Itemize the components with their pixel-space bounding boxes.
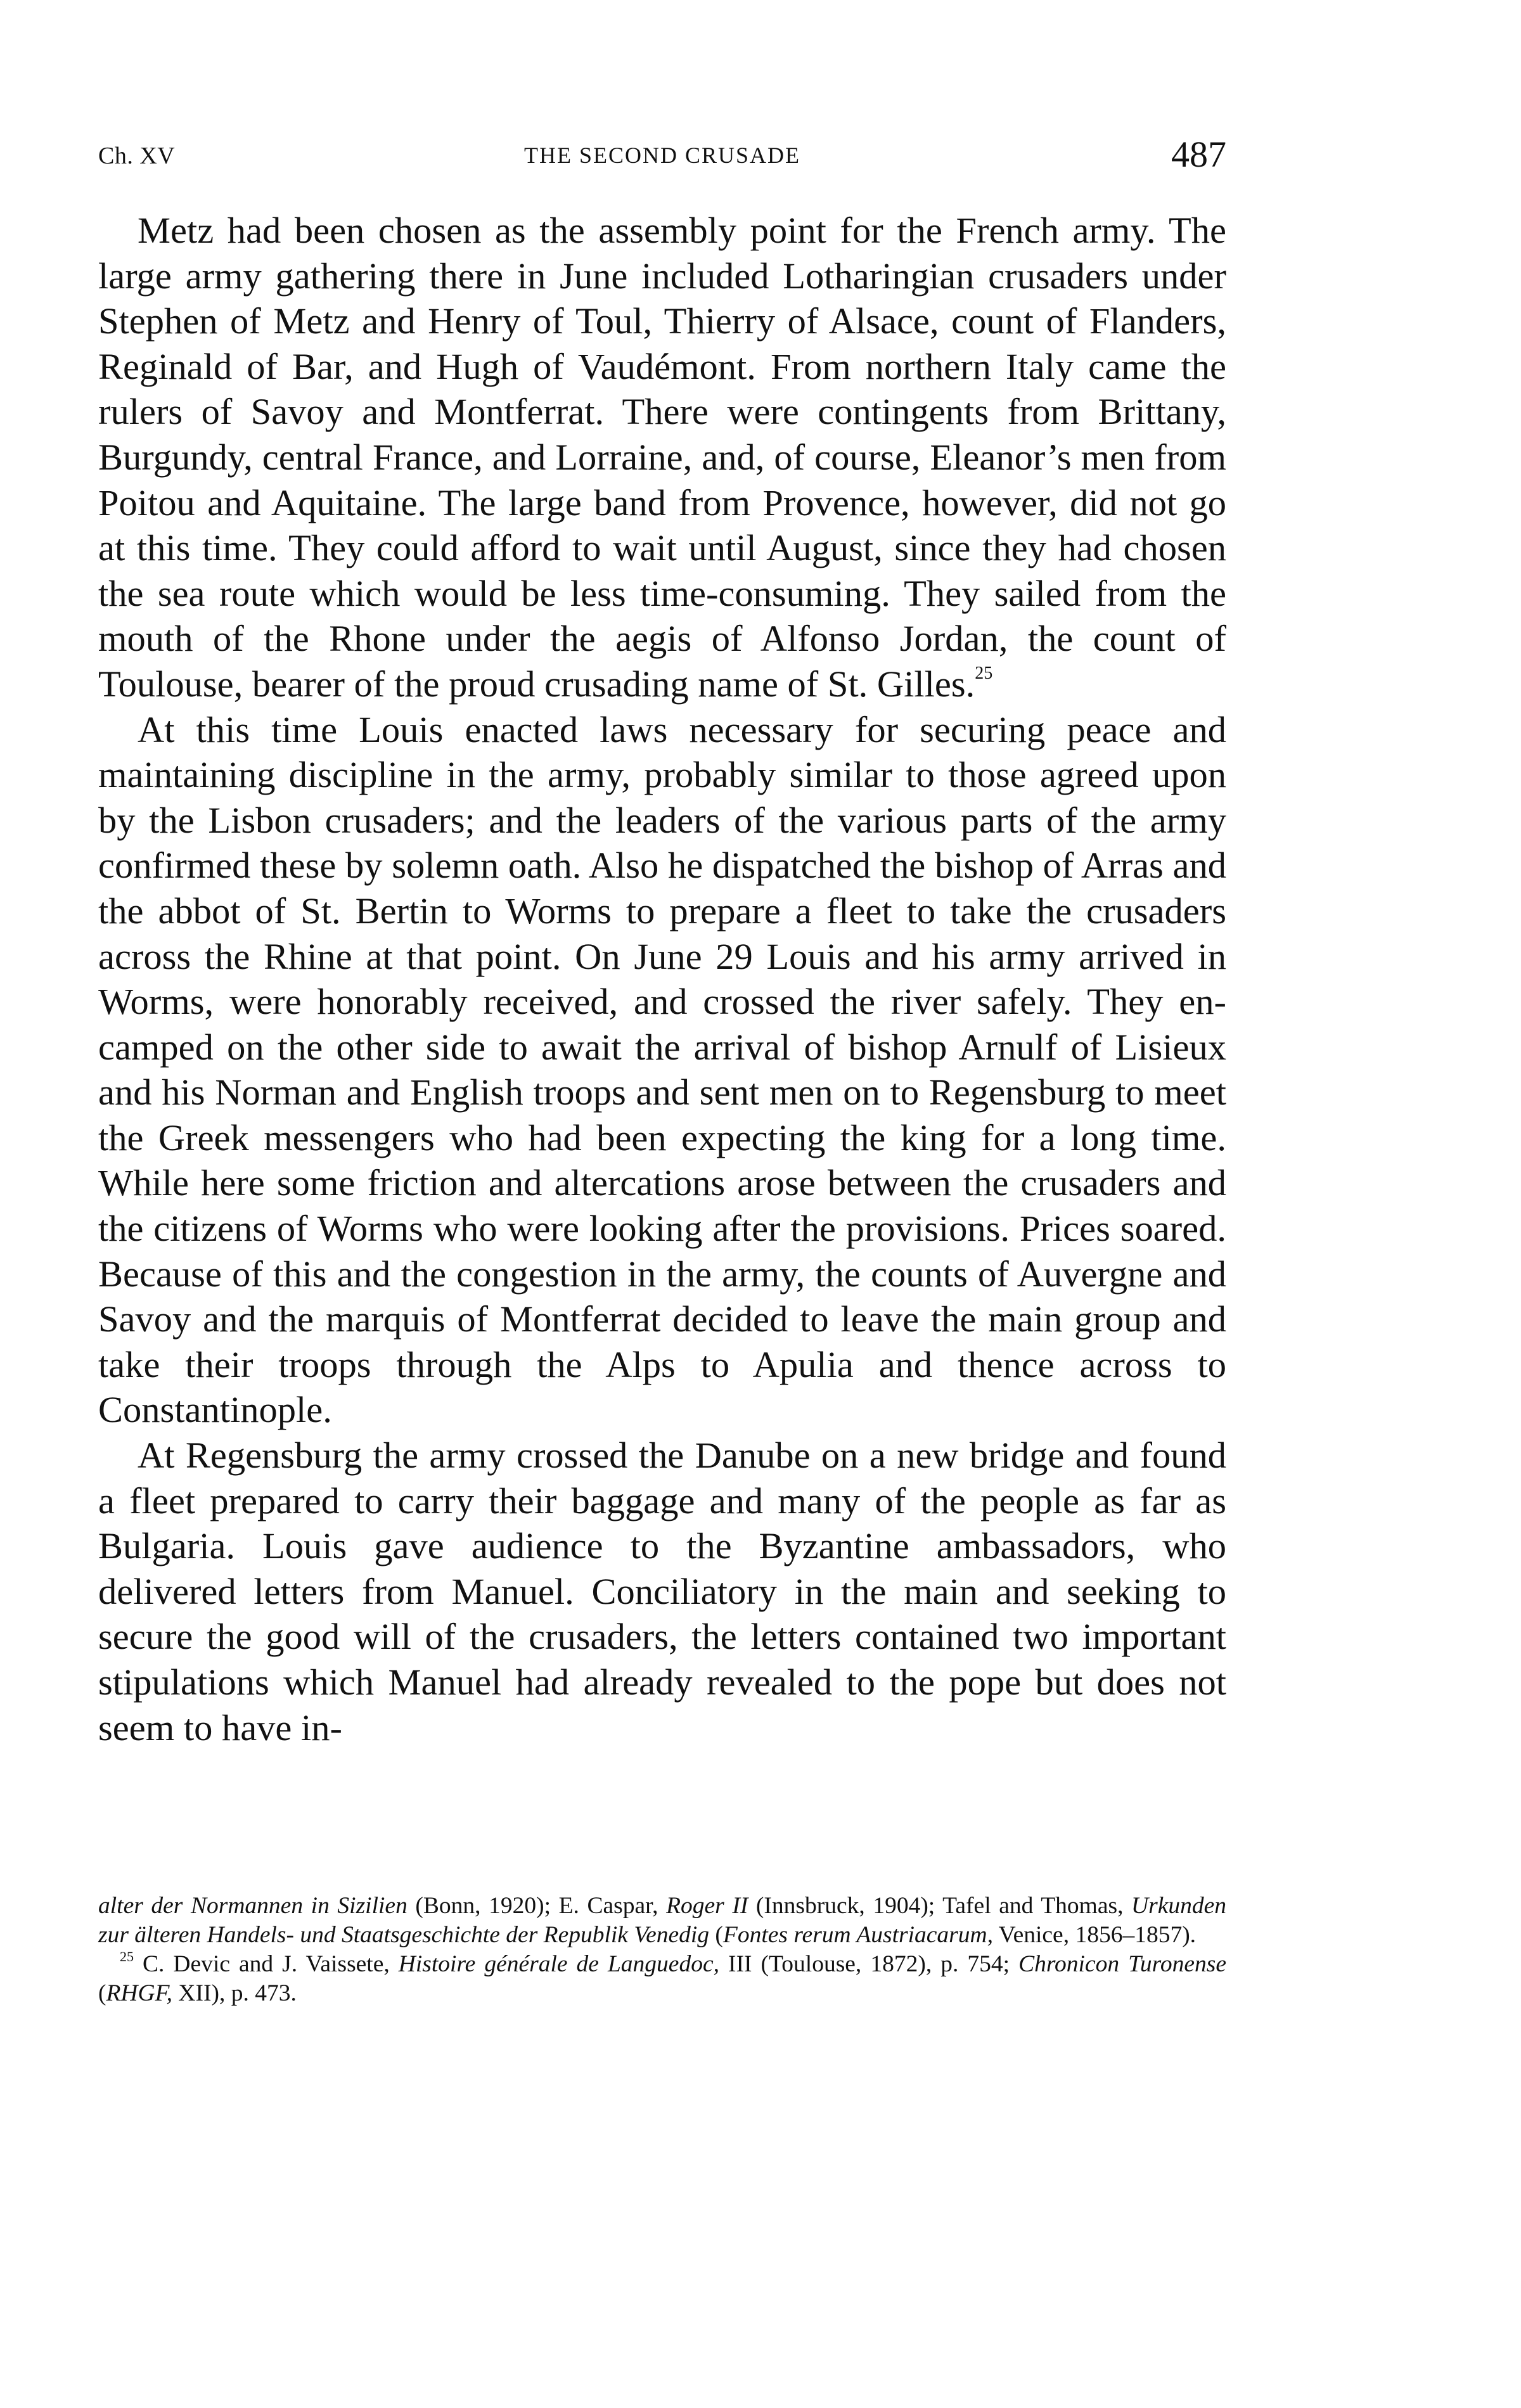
footnotes [98,1892,1226,2008]
fn-cont-text-2: (Innsbruck, 1904); Tafel and Thomas, [748,1893,1132,1919]
main-text [98,208,1226,1750]
fn-cont-title-3: Urkunden zur älteren Handels- und Staatsgeschichte der Republik Venedig [98,1893,1226,1948]
running-head [98,133,1226,177]
paragraph-1-text: Metz had been chosen as the assembly point for the French army. The large army gathering there in June included Lotharingian crusaders under Stephen of Metz and Henry of Toul, Thierry of Alsace, count of Flanders, Reginald of Bar, and Hugh of Vaudémont. From northern Italy came the rulers of Savoy and Montferrat. There were contingents from Brittany, Burgundy, central France, and Lorraine, and, of course, Eleanor’s men from Poitou and Aquitaine. The large band from Provence, however, did not go at this time. They could afford to wait until August, since they had chosen the sea route which would be less time-consuming. They sailed from the mouth of the Rhone under the aegis of Alfonso Jordan, the count of Toulouse, bearer of the proud crusading name of St. Gilles. [98,210,1226,705]
fn-cont-text-1: (Bonn, 1920); E. Caspar, [407,1893,667,1919]
footnote-25-number: 25 [120,1949,134,1964]
fn25-text-2: III (Toulouse, 1872), p. 754; [719,1951,1019,1977]
fn-cont-text-4: Venice, 1856–1857). [992,1922,1197,1948]
fn-cont-title-4: Fontes rerum Austriacarum, [722,1922,993,1948]
fn25-title-3: RHGF, [106,1980,173,2006]
running-title: THE SECOND CRUSADE [523,143,801,168]
footnote-ref-25[interactable]: 25 [975,663,993,683]
footnote-25 [98,1950,1226,2008]
fn25-text-3: ( [98,1980,106,2006]
fn-cont-text-3: ( [709,1922,723,1948]
fn25-title-2: Chronicon Turonense [1018,1951,1226,1977]
paragraph-3: At Regensburg the army crossed the Danube on a new bridge and found a fleet prepared to carry their baggage and many of the people as far as Bulgaria. Louis gave audience to the Byzantine ambassadors, who delivered letters from Manuel. Conciliatory in the main and seeking to secure the good will of the crusaders, the letters contained two important stipulations which Manuel had already revealed to the pope but does not seem to have in- [98,1435,1226,1748]
paragraph-1 [98,208,1226,707]
footnote-continuation [98,1892,1226,1950]
fn-cont-title-1: alter der Normannen in Sizilien [98,1893,408,1919]
paragraph-2: At this time Louis enacted laws necessary for securing peace and maintaining discipline in the army, probably similar to those agreed upon by the Lisbon crusaders; and the leaders of the various parts of the army confirmed these by solemn oath. Also he dispatched the bishop of Arras and the abbot of St. Bertin to Worms to prepare a fleet to take the crusaders across the Rhine at that point. On June 29 Louis and his army arrived in Worms, were honorably received, and crossed the river safely. They encamped on the other side to await the arrival of bishop Arnulf of Lisieux and his Norman and English troops and sent men on to Regensburg to meet the Greek messengers who had been expecting the king for a long time. While here some friction and altercations arose between the crusaders and the citizens of Worms who were looking after the provisions. Prices soared. Because of this and the congestion in the army, the counts of Auvergne and Savoy and the marquis of Montferrat decided to leave the main group and take their troops through the Alps to Apulia and thence across to Constantinople. [98,708,1226,1431]
fn25-title-1: Histoire générale de Languedoc, [398,1951,719,1977]
page-number: 487 [1171,134,1226,175]
fn-cont-title-2: Roger II [666,1893,748,1919]
chapter-label: Ch. XV [98,143,176,169]
fn25-text-4: XII), p. 473. [172,1980,297,2006]
fn25-text-1: C. Devic and J. Vaissete, [134,1951,399,1977]
